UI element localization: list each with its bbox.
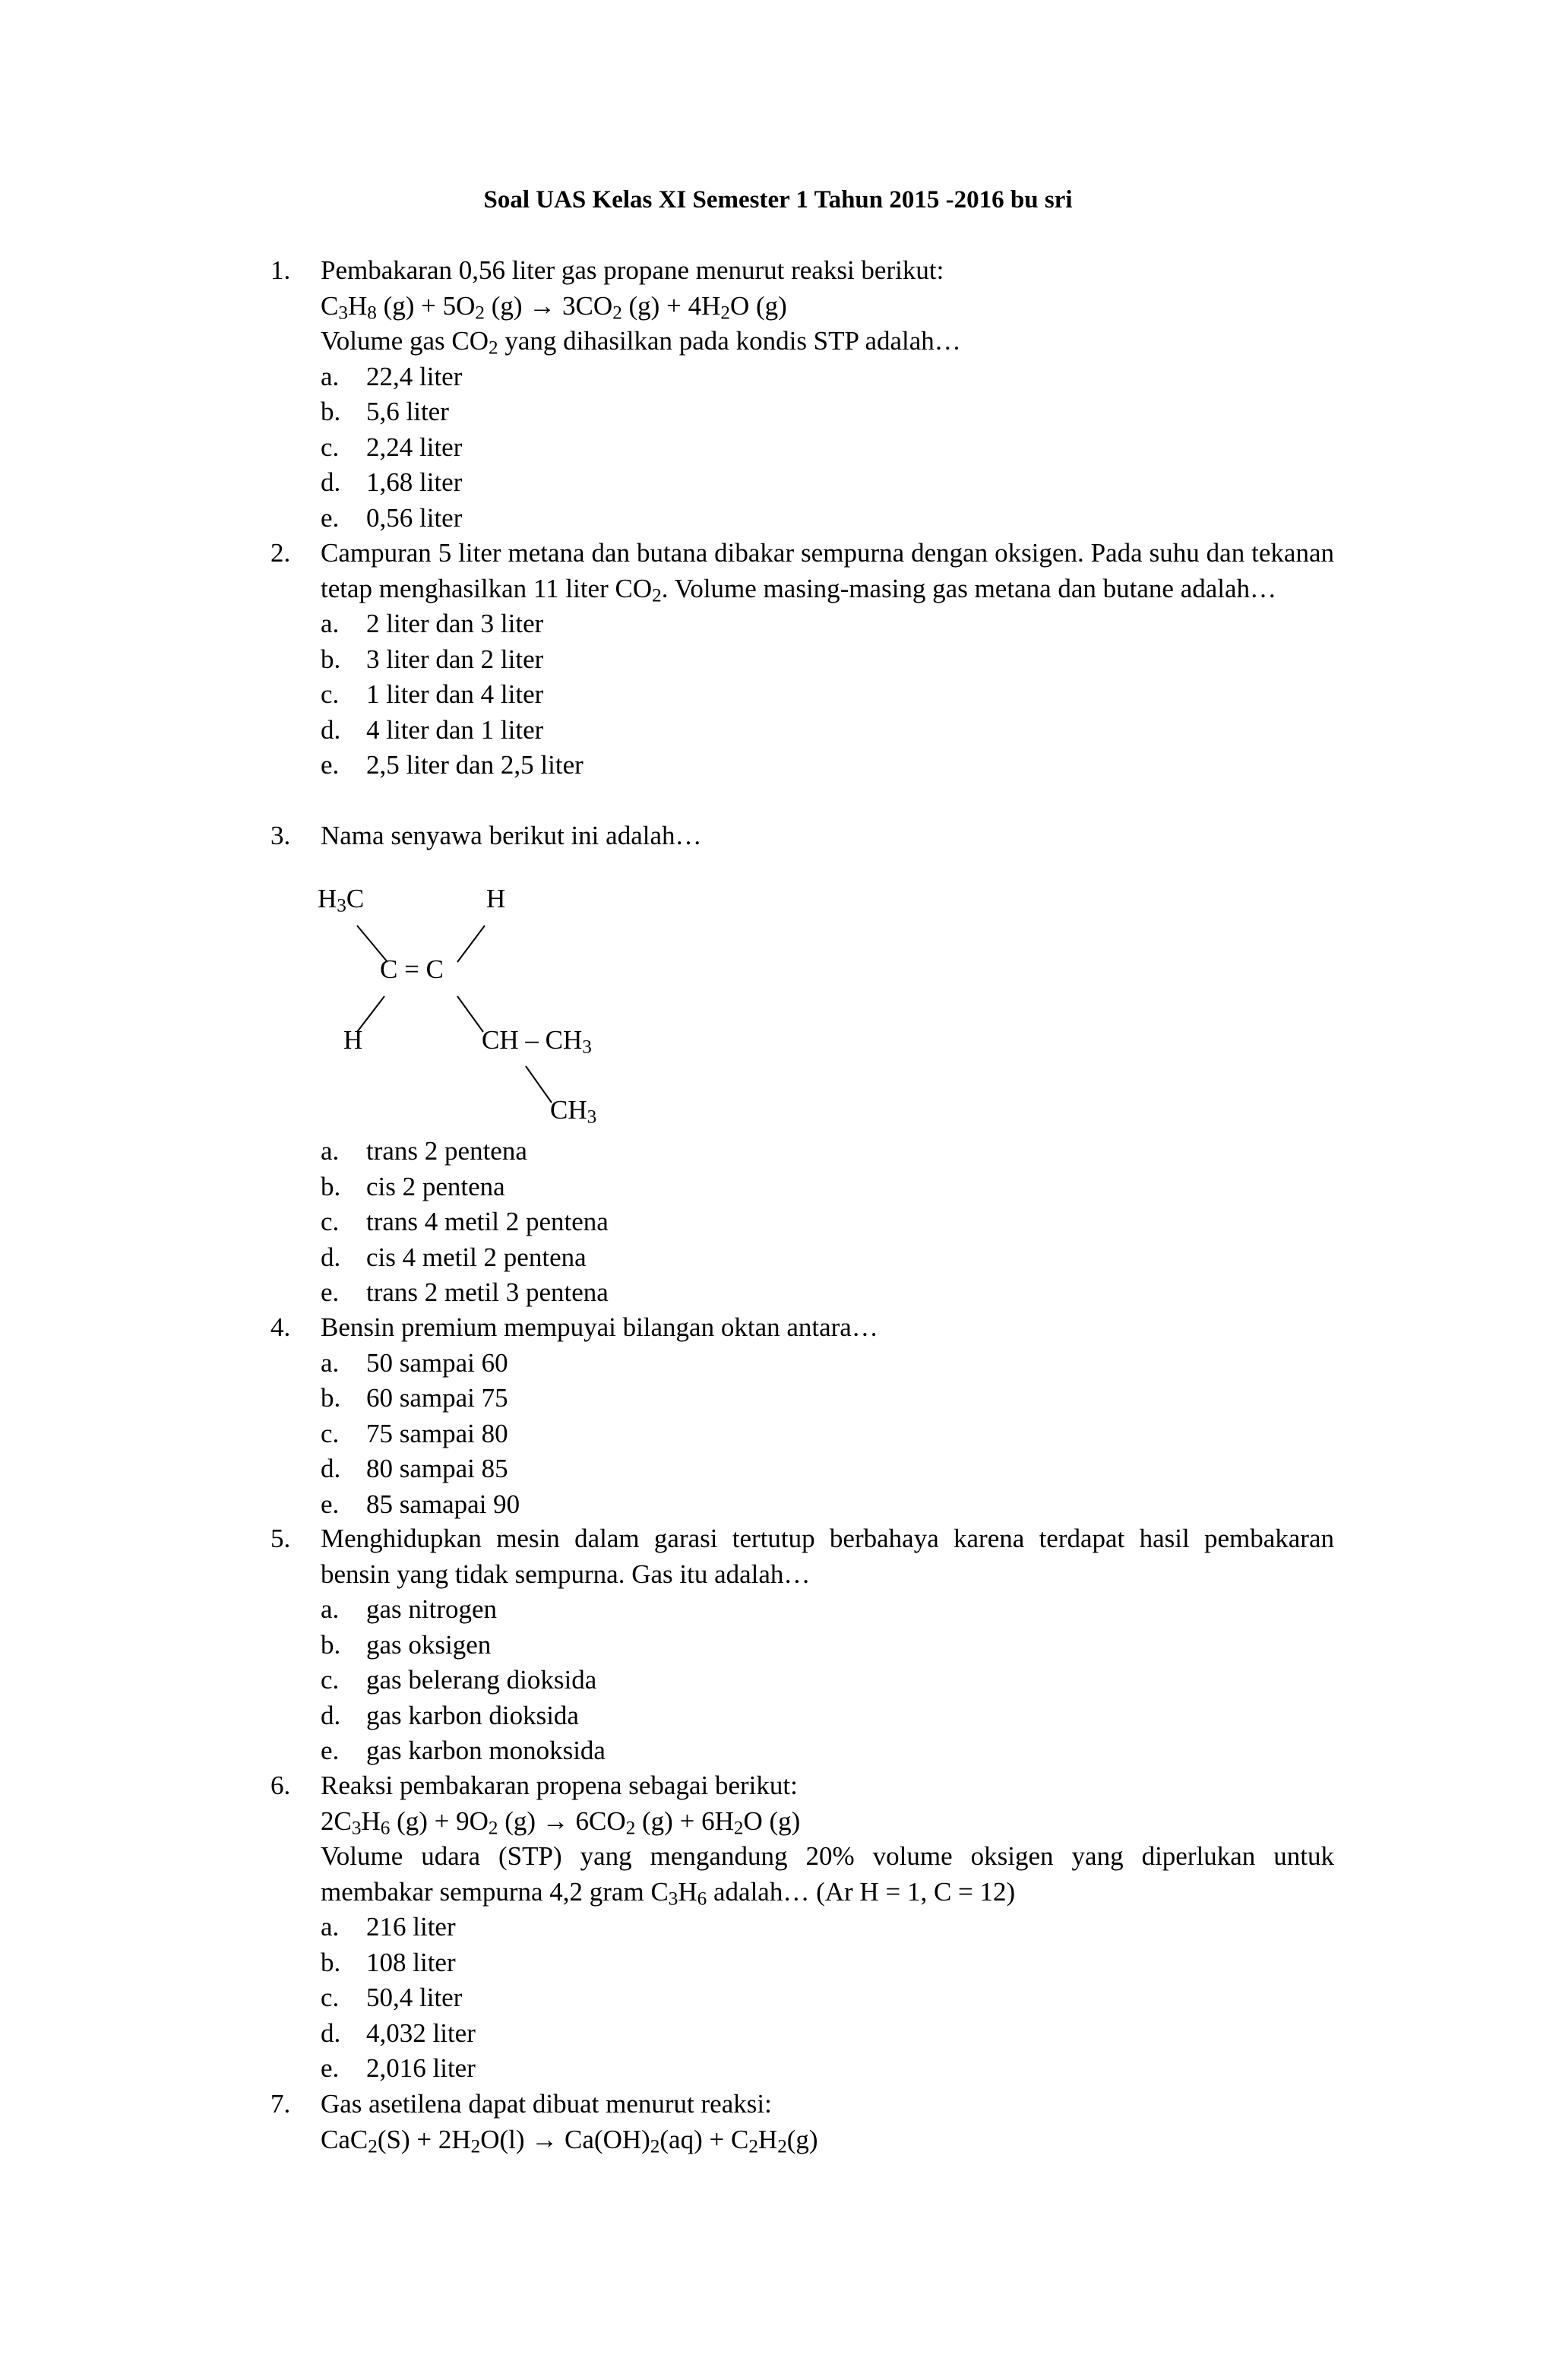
group-h-bottom: H — [343, 1025, 363, 1055]
group-ch-ch3: CH – $CH_3$ — [482, 1025, 592, 1058]
question-5 — [270, 1521, 1334, 1769]
question-stem: Campuran 5 liter metana dan butana dibakar sempurna dengan oksigen. Pada suhu dan tekanan tetap menghasilkan 11 liter $CO_2$. Volume masing-masing gas metana dan butane adalah… — [321, 538, 1334, 606]
question-stem: Bensin premium mempuyai bilangan oktan antara… — [321, 1312, 878, 1342]
answer-option: c. 75 sampai 80 — [321, 1418, 508, 1448]
question-stem: Menghidupkan mesin dalam garasi tertutup berbahaya karena terdapat hasil pembakaran bensin yang tidak sempurna. Gas itu adalah… — [321, 1524, 1334, 1589]
answer-option: d. 4 liter dan 1 liter — [321, 714, 544, 745]
answer-option: c. trans 4 metil 2 pentena — [321, 1207, 609, 1236]
question-4 — [270, 1310, 1334, 1522]
question-7 — [270, 2087, 1334, 2157]
answer-option: d. gas karbon dioksida — [321, 1700, 579, 1730]
question-3-options — [270, 1134, 1334, 1311]
question-number: 4. — [270, 1312, 291, 1342]
question-stem: Nama senyawa berikut ini adalah… — [321, 821, 702, 850]
question-3 — [270, 818, 1334, 854]
question-number: 3. — [270, 821, 291, 850]
answer-option: a. 2 liter dan 3 liter — [321, 609, 544, 638]
reaction-arrow-icon: → — [531, 2124, 558, 2154]
answer-option: e. 2,5 liter dan 2,5 liter — [321, 750, 584, 780]
page-title: Soal UAS Kelas XI Semester 1 Tahun 2015 -2016 bu sri — [483, 186, 1073, 214]
answer-option: c. 50,4 liter — [321, 1983, 463, 2012]
answer-option: b. cis 2 pentena — [321, 1171, 505, 1201]
answer-option: a. 216 liter — [321, 1912, 456, 1942]
answer-option: a. 22,4 liter — [321, 361, 463, 391]
answer-option: e. 2,016 liter — [321, 2053, 476, 2083]
answer-option: d. 1,68 liter — [321, 467, 463, 497]
reaction-equation: $2C_3H_6$ $(g) + 9O_2$ $(g) \to 6CO_2$ $(g) + 6H_2O$ (g) — [321, 1806, 801, 1839]
answer-option: a. 50 sampai 60 — [321, 1347, 508, 1378]
question-number: 7. — [270, 2089, 291, 2119]
answer-option: e. trans 2 metil 3 pentena — [321, 1277, 609, 1307]
question-stem: Reaksi pembakaran propena sebagai berikut: — [321, 1771, 798, 1800]
question-1 — [270, 253, 1334, 536]
question-stem: Gas asetilena dapat dibuat menurut reaksi: — [321, 2089, 772, 2119]
answer-option: c. gas belerang dioksida — [321, 1665, 597, 1695]
answer-option: c. 2,24 liter — [321, 432, 463, 462]
answer-option: d. 4,032 liter — [321, 2018, 476, 2048]
question-stem-continued: Volume udara (STP) yang mengandung 20% volume oksigen yang diperlukan untuk membakar sempurna 4,2 gram $C_3H_6$ adalah… (Ar H = 1, C = 12) — [321, 1841, 1334, 1910]
answer-option: a. trans 2 pentena — [321, 1136, 527, 1166]
group-h3c: $H_3C$ — [318, 884, 365, 916]
double-bond: C = C — [380, 954, 444, 984]
answer-option: b. 108 liter — [321, 1947, 456, 1977]
answer-option: d. 80 sampai 85 — [321, 1454, 508, 1483]
question-number: 5. — [270, 1524, 291, 1553]
question-stem-continued: Volume gas $CO_2$ yang dihasilkan pada kondis STP adalah… — [321, 326, 961, 359]
answer-option: e. 0,56 liter — [321, 502, 463, 533]
question-number: 1. — [270, 255, 291, 285]
answer-option: b. 5,6 liter — [321, 397, 449, 426]
reaction-equation: $C_3H_8$ $(g) + 5O_2$ $(g) \to 3CO_2$ $(g) + 4H_2O$ (g) — [321, 290, 787, 324]
group-h-top: H — [486, 884, 506, 913]
answer-option: b. gas oksigen — [321, 1629, 492, 1660]
question-2 — [270, 536, 1334, 783]
question-stem: Pembakaran 0,56 liter gas propane menurut reaksi berikut: — [321, 255, 944, 285]
structural-formula — [318, 884, 667, 1142]
answer-option: e. 85 samapai 90 — [321, 1489, 520, 1519]
answer-option: b. 60 sampai 75 — [321, 1383, 508, 1413]
question-number: 2. — [270, 538, 291, 568]
group-ch3-branch: $CH_3$ — [550, 1095, 597, 1128]
bond-lines — [318, 884, 667, 1142]
answer-option: e. gas karbon monoksida — [321, 1736, 606, 1765]
question-6 — [270, 1768, 1334, 2087]
reaction-equation: $CaC_2(S) + 2H_2O(l) \to Ca(OH)_2(aq) + C_2H_2(g)$ — [321, 2124, 818, 2157]
answer-option: a. gas nitrogen — [321, 1594, 498, 1624]
answer-option: d. cis 4 metil 2 pentena — [321, 1242, 587, 1272]
answer-option: b. 3 liter dan 2 liter — [321, 644, 544, 674]
answer-option: c. 1 liter dan 4 liter — [321, 679, 544, 709]
question-number: 6. — [270, 1771, 291, 1800]
